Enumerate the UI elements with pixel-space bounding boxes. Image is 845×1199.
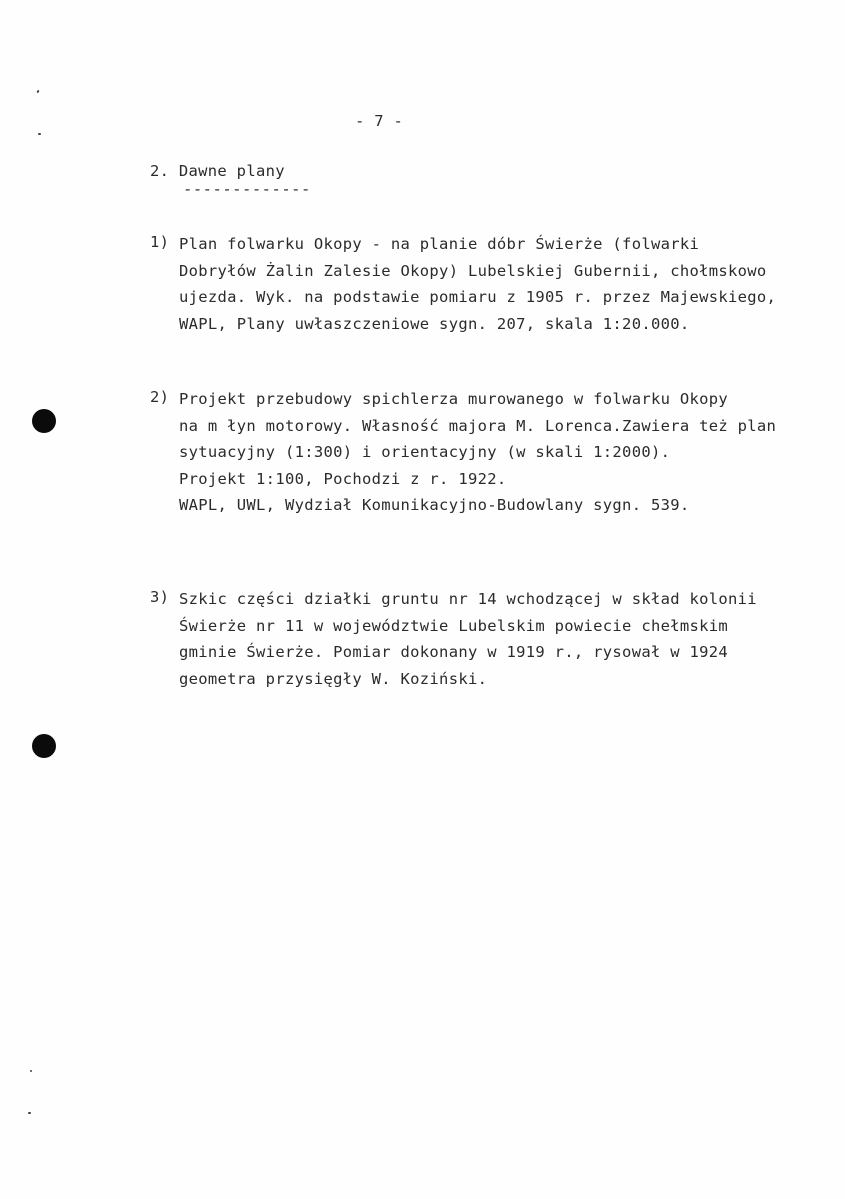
list-item-number: 3) <box>150 588 170 606</box>
list-item-number: 2) <box>150 388 170 406</box>
paper-speck <box>38 133 41 135</box>
text-line: gminie Świerże. Pomiar dokonany w 1919 r., rysował w 1924 <box>179 643 729 662</box>
text-line: Plan folwarku Okopy - na planie dóbr Świerże (folwarki <box>179 235 700 253</box>
page-number: - 7 - <box>355 112 404 130</box>
text-line: ujezda. Wyk. na podstawie pomiaru z 1905 r. przez Majewskiego, <box>179 288 777 306</box>
text-line: na m łyn motorowy. Własność majora M. Lorenca.Zawiera też plan <box>179 416 777 435</box>
section-heading: 2. Dawne plany <box>150 162 285 180</box>
text-line: Dobryłów Żalin Zalesie Okopy) Lubelskiej Gubernii, chołmskowo <box>179 261 767 280</box>
text-line: geometra przysięgły W. Koziński. <box>179 670 488 689</box>
list-item-number: 1) <box>150 233 170 251</box>
paper-speck <box>36 90 39 94</box>
text-line: Szkic części działki gruntu nr 14 wchodzącej w skład kolonii <box>179 590 757 608</box>
list-item-text <box>179 233 776 339</box>
text-line: WAPL, UWL, Wydział Komunikacyjno-Budowlany sygn. 539. <box>179 496 690 514</box>
text-line: WAPL, Plany uwłaszczeniowe sygn. 207, skala 1:20.000. <box>179 314 690 333</box>
punch-hole <box>32 409 56 433</box>
text-line: sytuacyjny (1:300) i orientacyjny (w skali 1:2000). <box>179 443 671 461</box>
punch-hole <box>32 734 56 758</box>
list-item-text <box>179 388 776 521</box>
paper-speck <box>28 1112 31 1114</box>
paper-speck <box>30 1070 32 1072</box>
text-line: Projekt 1:100, Pochodzi z r. 1922. <box>179 469 507 488</box>
text-line: Projekt przebudowy spichlerza murowanego w folwarku Okopy <box>179 390 729 408</box>
section-underline: ------------- <box>183 180 311 198</box>
list-item-text <box>179 588 757 695</box>
text-line: Świerże nr 11 w województwie Lubelskim powiecie chełmskim <box>179 616 729 635</box>
